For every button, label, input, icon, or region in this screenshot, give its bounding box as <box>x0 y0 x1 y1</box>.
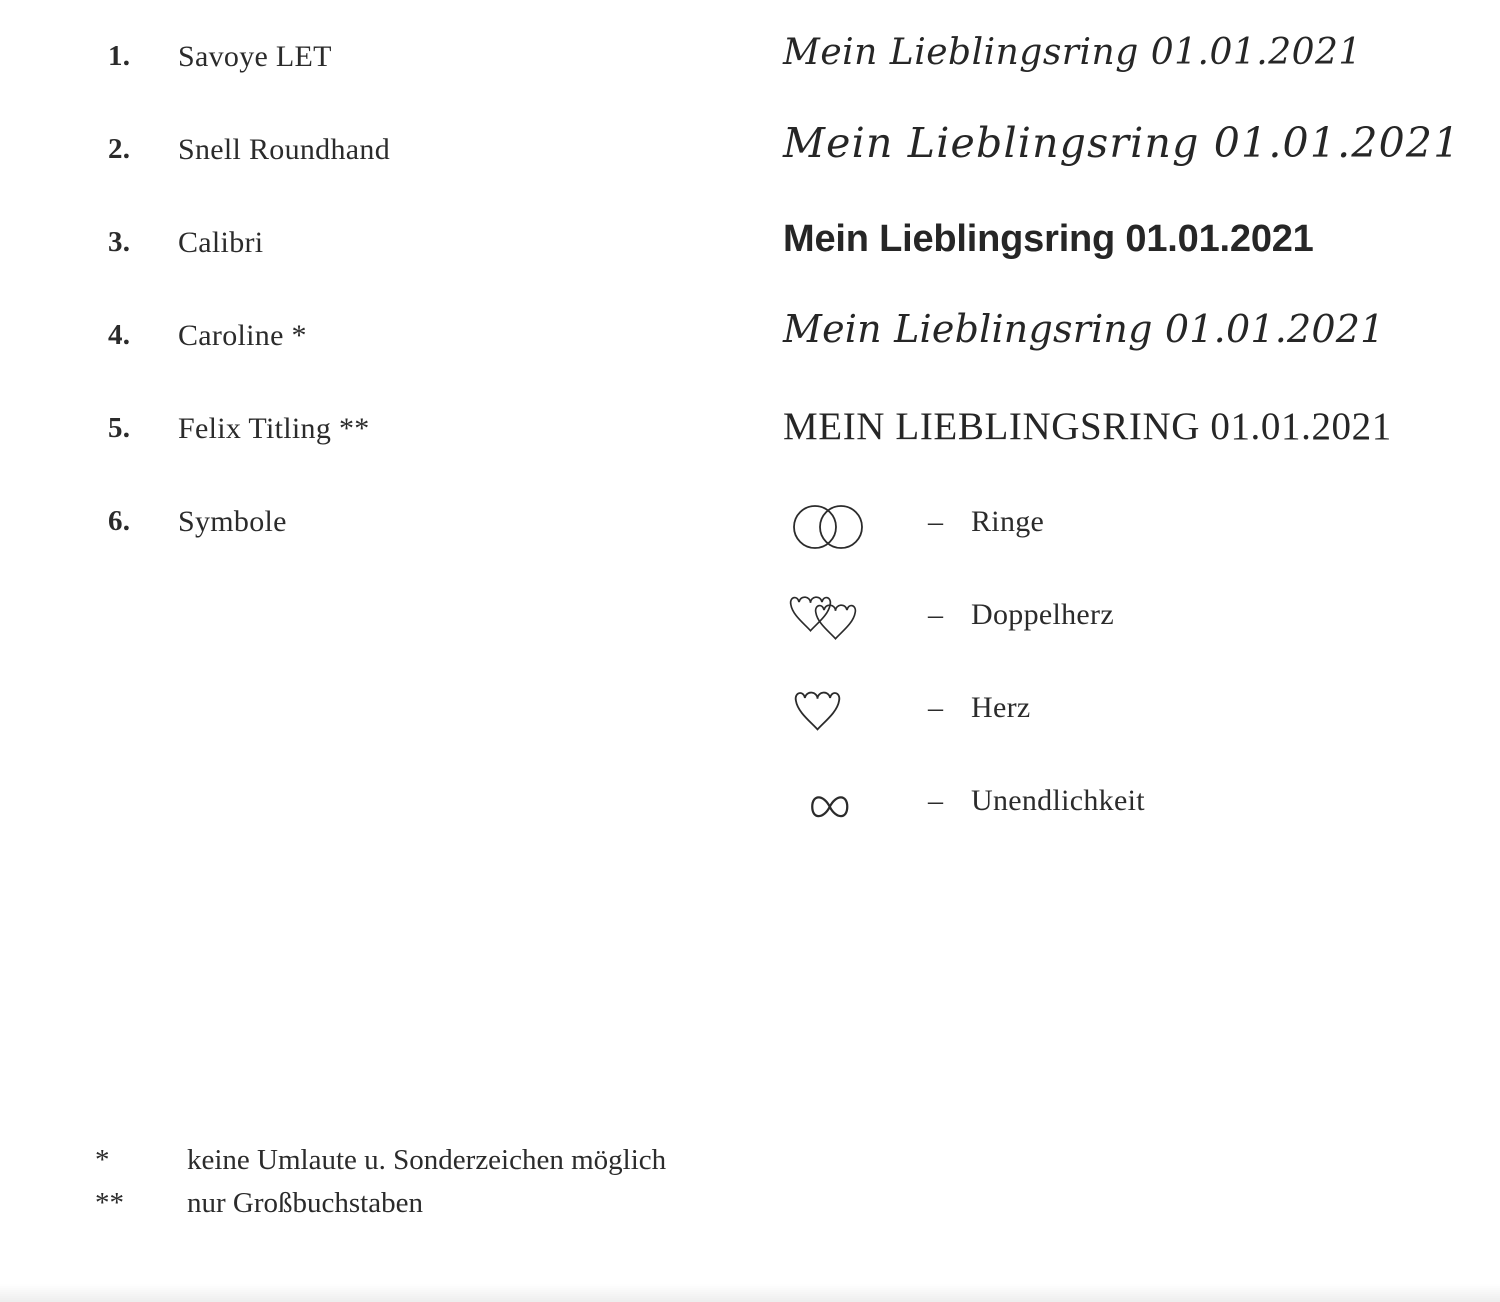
font-option-row[interactable] <box>0 218 1500 319</box>
symbol-dash: – <box>928 691 943 724</box>
heart-icon <box>783 685 893 741</box>
symbol-label: Unendlichkeit <box>971 784 1145 817</box>
symbol-label: Ringe <box>971 505 1045 538</box>
list-number: 4. <box>108 319 131 351</box>
font-name-label: Savoye LET <box>178 40 332 73</box>
double-heart-icon <box>783 592 893 648</box>
symbol-dash: – <box>928 784 943 817</box>
symbol-dash: – <box>928 598 943 631</box>
font-name-label: Caroline * <box>178 319 307 352</box>
list-number: 5. <box>108 412 131 444</box>
rings-icon <box>783 499 893 555</box>
font-sample-savoye-let: Mein Lieblingsring 01.01.2021 <box>783 32 1362 73</box>
font-sample-calibri: Mein Lieblingsring 01.01.2021 <box>783 218 1314 260</box>
font-sample-caroline: Mein Lieblingsring 01.01.2021 <box>783 307 1385 351</box>
font-option-row[interactable] <box>0 505 1500 817</box>
font-sample-snell-roundhand: Mein Lieblingsring 01.01.2021 <box>783 119 1461 167</box>
font-name-label: Calibri <box>178 226 264 259</box>
footnote-marker: ** <box>95 1187 124 1219</box>
font-option-row[interactable] <box>0 405 1500 505</box>
symbol-dash: – <box>928 505 943 538</box>
list-number: 3. <box>108 226 131 258</box>
footnote-text: keine Umlaute u. Sonderzeichen möglich <box>187 1144 667 1176</box>
font-name-label: Symbole <box>178 505 287 538</box>
font-name-label: Snell Roundhand <box>178 133 390 166</box>
footnote-marker: * <box>95 1144 110 1176</box>
font-option-row[interactable] <box>0 307 1500 412</box>
font-options-list <box>0 32 1500 817</box>
list-number: 1. <box>108 40 131 72</box>
symbol-label: Doppelherz <box>971 598 1114 631</box>
symbol-label: Herz <box>971 691 1031 724</box>
footnote-text: nur Großbuchstaben <box>187 1187 423 1219</box>
list-number: 6. <box>108 505 131 537</box>
infinity-icon <box>783 778 893 834</box>
font-sample-felix-titling: MEIN LIEBLINGSRING 01.01.2021 <box>783 405 1392 448</box>
font-option-row[interactable] <box>0 119 1500 226</box>
list-number: 2. <box>108 133 131 165</box>
font-name-label: Felix Titling ** <box>178 412 370 445</box>
